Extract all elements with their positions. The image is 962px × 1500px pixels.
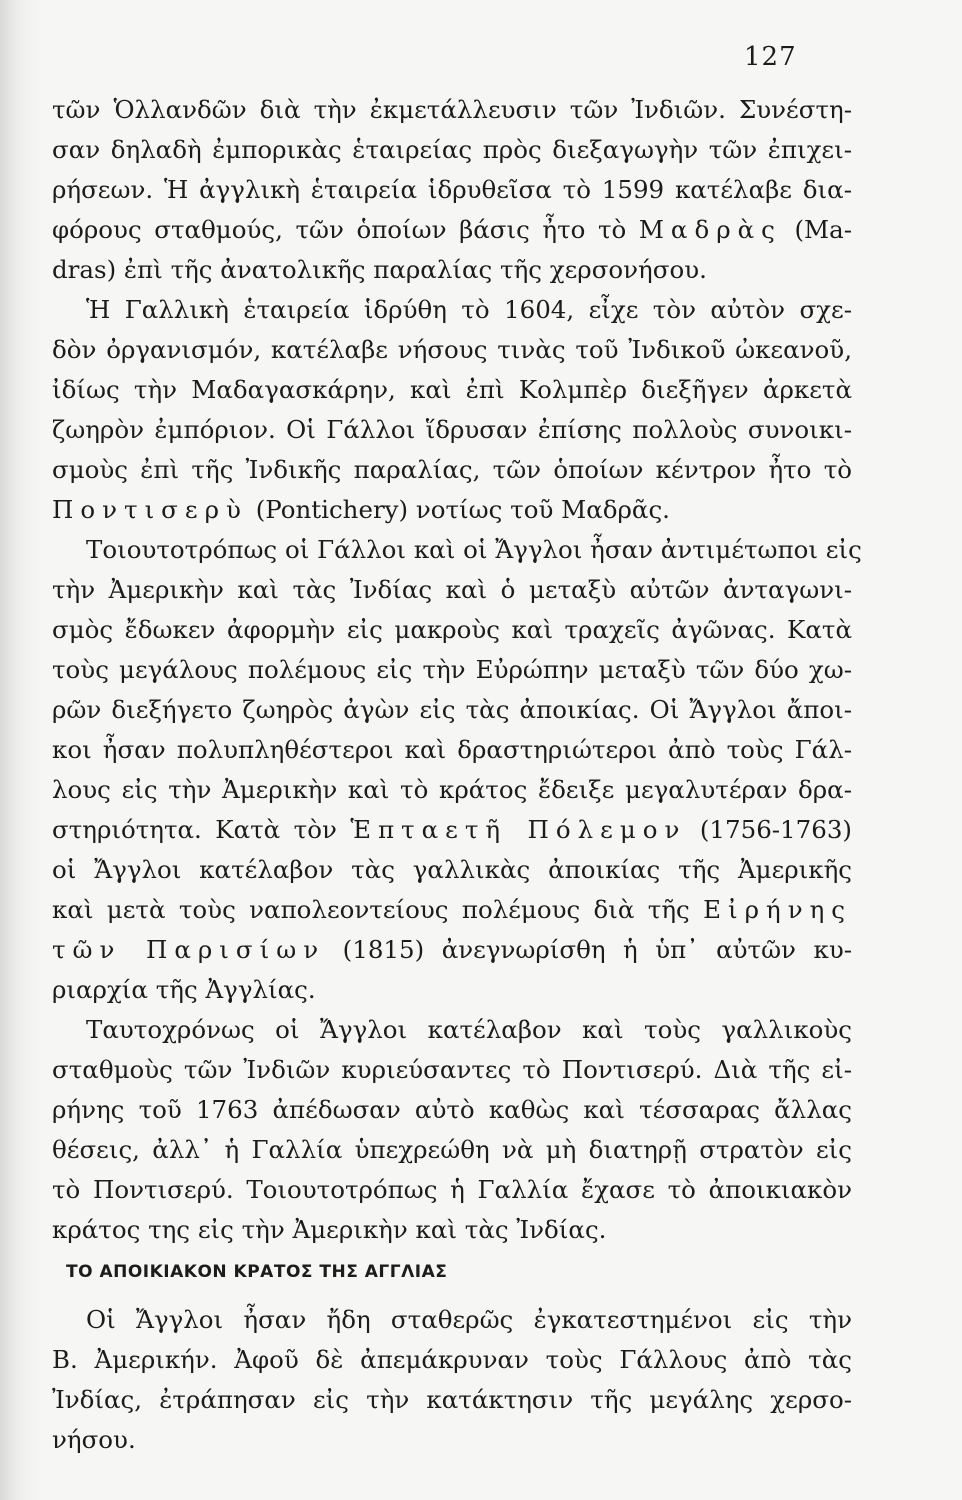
text-line: κράτος της εἰς τὴν Ἀμερικὴν καὶ τὰς Ἰνδίας.	[52, 1215, 607, 1244]
spaced-name-pontichery: Ποντισερὺ	[52, 495, 248, 524]
text-line: τὸ Ποντισερύ. Τοιουτοτρόπως ἡ Γαλλία ἔχασε τὸ ἀποικιακὸν	[52, 1175, 852, 1204]
text-line: σταθμοὺς τῶν Ἰνδιῶν κυριεύσαντες τὸ Ποντισερύ. Διὰ τῆς εἰ-	[52, 1055, 852, 1084]
text-line: τοὺς μεγάλους πολέμους εἰς τὴν Εὐρώπην μεταξὺ τῶν δύο χω-	[52, 655, 852, 684]
text-line: ρήσεων. Ἡ ἀγγλικὴ ἑταιρεία ἱδρυθεῖσα τὸ 1599 κατέλαβε δια-	[52, 175, 852, 204]
text-line: Τοιουτοτρόπως οἱ Γάλλοι καὶ οἱ Ἄγγλοι ἦσαν ἀντιμέτωποι εἰς	[86, 535, 862, 564]
text-line: Ταυτοχρόνως οἱ Ἄγγλοι κατέλαβον καὶ τοὺς γαλλικοὺς	[86, 1015, 852, 1044]
text-line	[52, 892, 852, 928]
text-line: Β. Ἀμερικήν. Ἀφοῦ δὲ ἀπεμάκρυναν τοὺς Γάλλους ἀπὸ τὰς	[52, 1345, 852, 1374]
text-line: ριαρχία τῆς Ἀγγλίας.	[52, 975, 316, 1004]
text-line: Οἱ Ἄγγλοι ἦσαν ἤδη σταθερῶς ἐγκατεστημένοι εἰς τὴν	[86, 1305, 852, 1334]
section-heading: ΤΟ ΑΠΟΙΚΙΑΚΟΝ ΚΡΑΤΟΣ ΤΗΣ ΑΓΓΛΙΑΣ	[66, 1262, 448, 1282]
spaced-name-peace: Εἰρήνης	[703, 895, 852, 924]
text-line: σαν δηλαδὴ ἐμπορικὰς ἑταιρείας πρὸς διεξαγωγὴν τῶν ἐπιχει-	[52, 135, 852, 164]
text-line: dras) ἐπὶ τῆς ἀνατολικῆς παραλίας τῆς χερσονήσου.	[52, 255, 707, 284]
text-line	[52, 212, 852, 248]
text-line: δὸν ὀργανισμόν, κατέλαβε νήσους τινὰς τοῦ Ἰνδικοῦ ὠκεανοῦ,	[52, 335, 852, 364]
text-line: σμὸς ἔδωκεν ἀφορμὴν εἰς μακροὺς καὶ τραχεῖς ἀγῶνας. Κατὰ	[52, 615, 852, 644]
text-span: καὶ μετὰ τοὺς ναπολεοντείους πολέμους διὰ τῆς	[52, 895, 690, 924]
text-line: τῶν Ὁλλανδῶν διὰ τὴν ἐκμετάλλευσιν τῶν Ἰνδιῶν. Συνέστη-	[52, 95, 852, 124]
page-number: 127	[744, 42, 797, 72]
text-line: ἰδίως τὴν Μαδαγασκάρην, καὶ ἐπὶ Κολμπὲρ διεξῆγεν ἀρκετὰ	[52, 375, 852, 404]
text-line: ρήνης τοῦ 1763 ἀπέδωσαν αὐτὸ καθὼς καὶ τέσσαρας ἄλλας	[52, 1095, 852, 1124]
spaced-name-madras: Μαδρὰς	[638, 215, 782, 244]
text-line: ρῶν διεξήγετο ζωηρὸς ἀγὼν εἰς τὰς ἀποικίας. Οἱ Ἄγγλοι ἄποι-	[52, 695, 852, 724]
text-line: κοι ἦσαν πολυπληθέστεροι καὶ δραστηριώτεροι ἀπὸ τοὺς Γάλ-	[52, 735, 852, 764]
text-span: στηριότητα. Κατὰ τὸν	[52, 815, 337, 844]
text-line: ζωηρὸν ἐμπόριον. Οἱ Γάλλοι ἵδρυσαν ἐπίσης πολλοὺς συνοικι-	[52, 415, 852, 444]
text-line: τὴν Ἀμερικὴν καὶ τὰς Ἰνδίας καὶ ὁ μεταξὺ αὐτῶν ἀνταγωνι-	[52, 575, 852, 604]
spaced-name-seven-years-war: Ἑπταετῆ Πόλεμον	[350, 815, 687, 844]
text-line: λους εἰς τὴν Ἀμερικὴν καὶ τὸ κράτος ἔδειξε μεγαλυτέραν δρα-	[52, 775, 852, 804]
spaced-name-paris: τῶν Παρισίων	[52, 935, 326, 964]
text-line: νήσου.	[52, 1425, 136, 1454]
text-span: (1756-1763)	[699, 815, 852, 844]
text-line: οἱ Ἄγγλοι κατέλαβον τὰς γαλλικὰς ἀποικίας τῆς Ἀμερικῆς	[52, 855, 852, 884]
text-line	[52, 492, 852, 528]
text-line	[52, 932, 852, 968]
text-span: (Pontichery) νοτίως τοῦ Μαδρᾶς.	[255, 495, 670, 524]
text-line: Ἰνδίας, ἐτράπησαν εἰς τὴν κατάκτησιν τῆς μεγάλης χερσο-	[52, 1385, 852, 1414]
text-line: Ἡ Γαλλικὴ ἑταιρεία ἱδρύθη τὸ 1604, εἶχε τὸν αὐτὸν σχε-	[86, 295, 852, 324]
text-span: (Ma-	[794, 215, 853, 244]
text-span: φόρους σταθμούς, τῶν ὁποίων βάσις ἦτο τὸ	[52, 215, 627, 244]
text-line: θέσεις, ἀλλ᾽ ἡ Γαλλία ὑπεχρεώθη νὰ μὴ διατηρῇ στρατὸν εἰς	[52, 1135, 852, 1164]
text-line: σμοὺς ἐπὶ τῆς Ἰνδικῆς παραλίας, τῶν ὁποίων κέντρον ἦτο τὸ	[52, 455, 852, 484]
text-span: (1815) ἀνεγνωρίσθη ἡ ὑπ᾽ αὐτῶν κυ-	[342, 935, 852, 964]
text-line	[52, 812, 852, 848]
